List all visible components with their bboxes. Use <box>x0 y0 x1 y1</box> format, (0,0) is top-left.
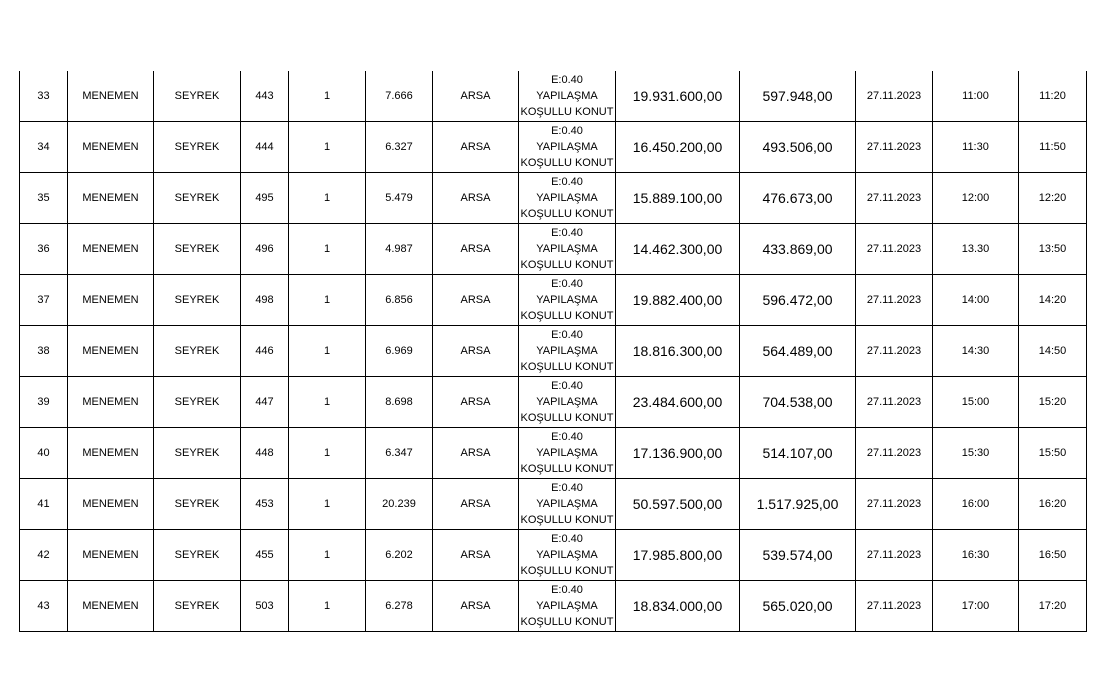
district-cell: MENEMEN <box>68 581 154 632</box>
table-row <box>20 71 1087 122</box>
table-row <box>20 224 1087 275</box>
end-time-cell: 11:50 <box>1019 122 1087 173</box>
table-row <box>20 122 1087 173</box>
district-cell: MENEMEN <box>68 275 154 326</box>
table-row <box>20 173 1087 224</box>
block-number-cell: 495 <box>241 173 289 224</box>
zoning-cell <box>519 581 616 632</box>
district-cell: MENEMEN <box>68 428 154 479</box>
estimated-value-cell: 17.136.900,00 <box>616 428 740 479</box>
row-number-cell: 35 <box>20 173 68 224</box>
end-time-cell: 12:20 <box>1019 173 1087 224</box>
zoning-line: YAPILAŞMA <box>536 345 598 357</box>
zoning-line: YAPILAŞMA <box>536 549 598 561</box>
row-number-cell: 41 <box>20 479 68 530</box>
deposit-cell: 539.574,00 <box>740 530 856 581</box>
block-number-cell: 453 <box>241 479 289 530</box>
zoning-cell <box>519 377 616 428</box>
zoning-line: YAPILAŞMA <box>536 396 598 408</box>
start-time-cell: 11:30 <box>933 122 1019 173</box>
parcel-number-cell: 1 <box>289 275 366 326</box>
district-cell: MENEMEN <box>68 71 154 122</box>
start-time-cell: 12:00 <box>933 173 1019 224</box>
property-type-cell: ARSA <box>433 326 519 377</box>
zoning-line: E:0.40 <box>551 278 583 290</box>
zoning-line: YAPILAŞMA <box>536 90 598 102</box>
zoning-cell <box>519 326 616 377</box>
row-number-cell: 36 <box>20 224 68 275</box>
parcel-number-cell: 1 <box>289 326 366 377</box>
district-cell: MENEMEN <box>68 326 154 377</box>
block-number-cell: 444 <box>241 122 289 173</box>
property-type-cell: ARSA <box>433 428 519 479</box>
zoning-cell <box>519 530 616 581</box>
start-time-cell: 15:30 <box>933 428 1019 479</box>
zoning-line: YAPILAŞMA <box>536 243 598 255</box>
row-number-cell: 38 <box>20 326 68 377</box>
zoning-cell <box>519 173 616 224</box>
start-time-cell: 17:00 <box>933 581 1019 632</box>
area-cell: 6.969 <box>366 326 433 377</box>
parcel-number-cell: 1 <box>289 377 366 428</box>
neighborhood-cell: SEYREK <box>154 275 241 326</box>
row-number-cell: 40 <box>20 428 68 479</box>
zoning-line: YAPILAŞMA <box>536 600 598 612</box>
zoning-line: E:0.40 <box>551 125 583 137</box>
deposit-cell: 433.869,00 <box>740 224 856 275</box>
zoning-line: KOŞULLU KONUT <box>520 259 614 271</box>
district-cell: MENEMEN <box>68 224 154 275</box>
row-number-cell: 33 <box>20 71 68 122</box>
start-time-cell: 11:00 <box>933 71 1019 122</box>
auction-date-cell: 27.11.2023 <box>856 224 933 275</box>
end-time-cell: 15:20 <box>1019 377 1087 428</box>
estimated-value-cell: 19.931.600,00 <box>616 71 740 122</box>
row-number-cell: 43 <box>20 581 68 632</box>
zoning-line: KOŞULLU KONUT <box>520 208 614 220</box>
end-time-cell: 14:50 <box>1019 326 1087 377</box>
table-row <box>20 530 1087 581</box>
start-time-cell: 13.30 <box>933 224 1019 275</box>
area-cell: 20.239 <box>366 479 433 530</box>
property-type-cell: ARSA <box>433 173 519 224</box>
zoning-line: YAPILAŞMA <box>536 141 598 153</box>
zoning-line: E:0.40 <box>551 380 583 392</box>
estimated-value-cell: 14.462.300,00 <box>616 224 740 275</box>
zoning-cell <box>519 224 616 275</box>
table-row <box>20 275 1087 326</box>
area-cell: 6.202 <box>366 530 433 581</box>
district-cell: MENEMEN <box>68 479 154 530</box>
block-number-cell: 443 <box>241 71 289 122</box>
zoning-line: E:0.40 <box>551 584 583 596</box>
zoning-cell <box>519 428 616 479</box>
auction-date-cell: 27.11.2023 <box>856 428 933 479</box>
neighborhood-cell: SEYREK <box>154 122 241 173</box>
neighborhood-cell: SEYREK <box>154 530 241 581</box>
deposit-cell: 596.472,00 <box>740 275 856 326</box>
table-row <box>20 479 1087 530</box>
start-time-cell: 14:00 <box>933 275 1019 326</box>
deposit-cell: 1.517.925,00 <box>740 479 856 530</box>
parcel-number-cell: 1 <box>289 71 366 122</box>
row-number-cell: 39 <box>20 377 68 428</box>
deposit-cell: 476.673,00 <box>740 173 856 224</box>
deposit-cell: 704.538,00 <box>740 377 856 428</box>
estimated-value-cell: 23.484.600,00 <box>616 377 740 428</box>
zoning-cell <box>519 71 616 122</box>
zoning-line: E:0.40 <box>551 431 583 443</box>
zoning-line: E:0.40 <box>551 482 583 494</box>
end-time-cell: 11:20 <box>1019 71 1087 122</box>
auction-date-cell: 27.11.2023 <box>856 275 933 326</box>
auction-date-cell: 27.11.2023 <box>856 173 933 224</box>
neighborhood-cell: SEYREK <box>154 224 241 275</box>
area-cell: 8.698 <box>366 377 433 428</box>
start-time-cell: 15:00 <box>933 377 1019 428</box>
block-number-cell: 503 <box>241 581 289 632</box>
auction-date-cell: 27.11.2023 <box>856 377 933 428</box>
area-cell: 5.479 <box>366 173 433 224</box>
zoning-line: KOŞULLU KONUT <box>520 565 614 577</box>
area-cell: 6.347 <box>366 428 433 479</box>
start-time-cell: 16:00 <box>933 479 1019 530</box>
zoning-line: E:0.40 <box>551 533 583 545</box>
area-cell: 4.987 <box>366 224 433 275</box>
estimated-value-cell: 19.882.400,00 <box>616 275 740 326</box>
deposit-cell: 564.489,00 <box>740 326 856 377</box>
neighborhood-cell: SEYREK <box>154 326 241 377</box>
auction-date-cell: 27.11.2023 <box>856 479 933 530</box>
estimated-value-cell: 17.985.800,00 <box>616 530 740 581</box>
deposit-cell: 565.020,00 <box>740 581 856 632</box>
neighborhood-cell: SEYREK <box>154 479 241 530</box>
neighborhood-cell: SEYREK <box>154 173 241 224</box>
estimated-value-cell: 18.816.300,00 <box>616 326 740 377</box>
block-number-cell: 446 <box>241 326 289 377</box>
property-type-cell: ARSA <box>433 581 519 632</box>
property-type-cell: ARSA <box>433 275 519 326</box>
row-number-cell: 37 <box>20 275 68 326</box>
zoning-line: KOŞULLU KONUT <box>520 157 614 169</box>
parcel-number-cell: 1 <box>289 581 366 632</box>
block-number-cell: 448 <box>241 428 289 479</box>
estimated-value-cell: 16.450.200,00 <box>616 122 740 173</box>
parcel-auction-table <box>19 71 1087 632</box>
zoning-line: KOŞULLU KONUT <box>520 514 614 526</box>
estimated-value-cell: 18.834.000,00 <box>616 581 740 632</box>
zoning-cell <box>519 479 616 530</box>
parcel-number-cell: 1 <box>289 428 366 479</box>
parcel-number-cell: 1 <box>289 530 366 581</box>
table-row <box>20 377 1087 428</box>
estimated-value-cell: 15.889.100,00 <box>616 173 740 224</box>
neighborhood-cell: SEYREK <box>154 71 241 122</box>
area-cell: 6.278 <box>366 581 433 632</box>
zoning-line: E:0.40 <box>551 74 583 86</box>
auction-date-cell: 27.11.2023 <box>856 581 933 632</box>
end-time-cell: 16:20 <box>1019 479 1087 530</box>
block-number-cell: 496 <box>241 224 289 275</box>
start-time-cell: 16:30 <box>933 530 1019 581</box>
estimated-value-cell: 50.597.500,00 <box>616 479 740 530</box>
area-cell: 7.666 <box>366 71 433 122</box>
end-time-cell: 17:20 <box>1019 581 1087 632</box>
property-type-cell: ARSA <box>433 122 519 173</box>
district-cell: MENEMEN <box>68 377 154 428</box>
zoning-line: KOŞULLU KONUT <box>520 616 614 628</box>
zoning-line: YAPILAŞMA <box>536 498 598 510</box>
deposit-cell: 597.948,00 <box>740 71 856 122</box>
parcel-number-cell: 1 <box>289 479 366 530</box>
parcel-number-cell: 1 <box>289 224 366 275</box>
auction-date-cell: 27.11.2023 <box>856 71 933 122</box>
zoning-cell <box>519 122 616 173</box>
block-number-cell: 498 <box>241 275 289 326</box>
zoning-line: KOŞULLU KONUT <box>520 463 614 475</box>
zoning-line: YAPILAŞMA <box>536 192 598 204</box>
parcel-number-cell: 1 <box>289 173 366 224</box>
auction-date-cell: 27.11.2023 <box>856 530 933 581</box>
zoning-line: E:0.40 <box>551 227 583 239</box>
end-time-cell: 16:50 <box>1019 530 1087 581</box>
zoning-line: YAPILAŞMA <box>536 447 598 459</box>
zoning-line: E:0.40 <box>551 329 583 341</box>
deposit-cell: 493.506,00 <box>740 122 856 173</box>
table-row <box>20 326 1087 377</box>
zoning-cell <box>519 275 616 326</box>
neighborhood-cell: SEYREK <box>154 581 241 632</box>
block-number-cell: 447 <box>241 377 289 428</box>
zoning-line: YAPILAŞMA <box>536 294 598 306</box>
end-time-cell: 15:50 <box>1019 428 1087 479</box>
row-number-cell: 42 <box>20 530 68 581</box>
auction-date-cell: 27.11.2023 <box>856 122 933 173</box>
area-cell: 6.856 <box>366 275 433 326</box>
zoning-line: KOŞULLU KONUT <box>520 361 614 373</box>
district-cell: MENEMEN <box>68 173 154 224</box>
property-type-cell: ARSA <box>433 224 519 275</box>
district-cell: MENEMEN <box>68 530 154 581</box>
property-type-cell: ARSA <box>433 71 519 122</box>
neighborhood-cell: SEYREK <box>154 377 241 428</box>
property-type-cell: ARSA <box>433 377 519 428</box>
area-cell: 6.327 <box>366 122 433 173</box>
end-time-cell: 14:20 <box>1019 275 1087 326</box>
start-time-cell: 14:30 <box>933 326 1019 377</box>
zoning-line: KOŞULLU KONUT <box>520 106 614 118</box>
block-number-cell: 455 <box>241 530 289 581</box>
deposit-cell: 514.107,00 <box>740 428 856 479</box>
property-type-cell: ARSA <box>433 479 519 530</box>
auction-date-cell: 27.11.2023 <box>856 326 933 377</box>
zoning-line: KOŞULLU KONUT <box>520 310 614 322</box>
district-cell: MENEMEN <box>68 122 154 173</box>
table-row <box>20 581 1087 632</box>
row-number-cell: 34 <box>20 122 68 173</box>
table-row <box>20 428 1087 479</box>
zoning-line: KOŞULLU KONUT <box>520 412 614 424</box>
neighborhood-cell: SEYREK <box>154 428 241 479</box>
property-type-cell: ARSA <box>433 530 519 581</box>
end-time-cell: 13:50 <box>1019 224 1087 275</box>
parcel-number-cell: 1 <box>289 122 366 173</box>
table-body <box>20 71 1087 632</box>
zoning-line: E:0.40 <box>551 176 583 188</box>
